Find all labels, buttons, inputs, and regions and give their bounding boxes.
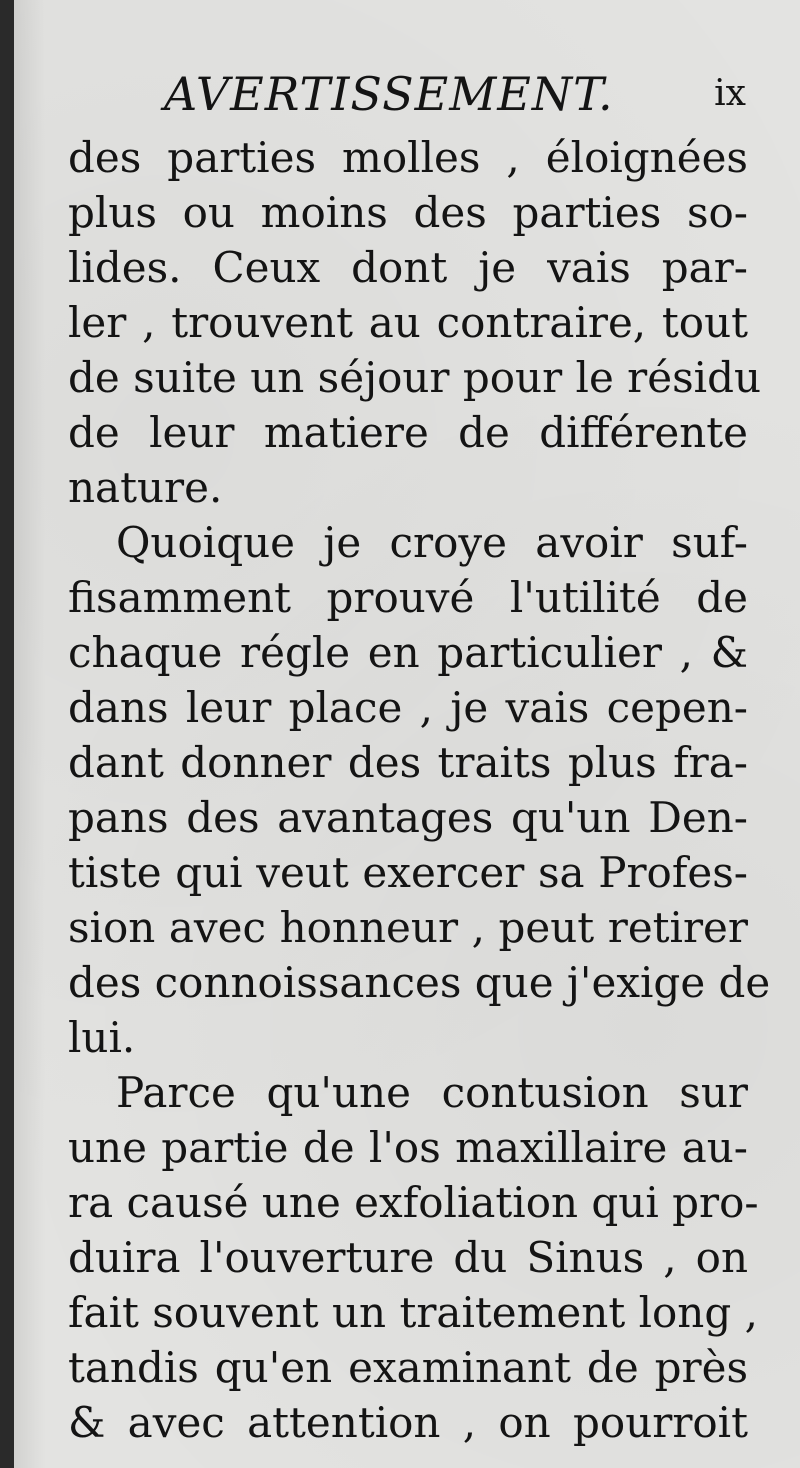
text-line: lui. (68, 1013, 136, 1062)
text-line: sion avec honneur , peut retirer (68, 903, 748, 952)
book-page (14, 0, 800, 1468)
paragraph-start-line: Quoique je croye avoir suf- (116, 518, 748, 567)
text-line: tandis qu'en examinant de près (68, 1343, 748, 1392)
header-title: AVERTISSEMENT. (164, 67, 614, 121)
text-line: fait souvent un traitement long , (68, 1288, 758, 1337)
text-line: des parties molles , éloignées (68, 133, 748, 182)
text-line: de leur matiere de différente (68, 408, 748, 457)
text-line: de suite un séjour pour le résidu (68, 353, 761, 402)
text-line: chaque régle en particulier , & (68, 628, 748, 677)
page-number: ix (714, 73, 746, 114)
text-line: fisamment prouvé l'utilité de (68, 573, 748, 622)
text-line: dans leur place , je vais cepen- (68, 683, 748, 732)
text-line: dant donner des traits plus fra- (68, 738, 748, 787)
text-line: des connoissances que j'exige de (68, 958, 771, 1007)
text-line: une partie de l'os maxillaire au- (68, 1123, 748, 1172)
text-line: pans des avantages qu'un Den- (68, 793, 748, 842)
text-line: plus ou moins des parties so- (68, 188, 748, 237)
text-line: ra causé une exfoliation qui pro- (68, 1178, 759, 1227)
text-line: ler , trouvent au contraire, tout (68, 298, 748, 347)
paragraph-start-line: Parce qu'une contusion sur (116, 1068, 748, 1117)
text-line: & avec attention , on pourroit (68, 1398, 748, 1447)
text-line: duira l'ouverture du Sinus , on (68, 1233, 748, 1282)
text-line: tiste qui veut exercer sa Profes- (68, 848, 748, 897)
text-line: lides. Ceux dont je vais par- (68, 243, 748, 292)
running-header (164, 64, 754, 124)
text-line: nature. (68, 463, 223, 512)
